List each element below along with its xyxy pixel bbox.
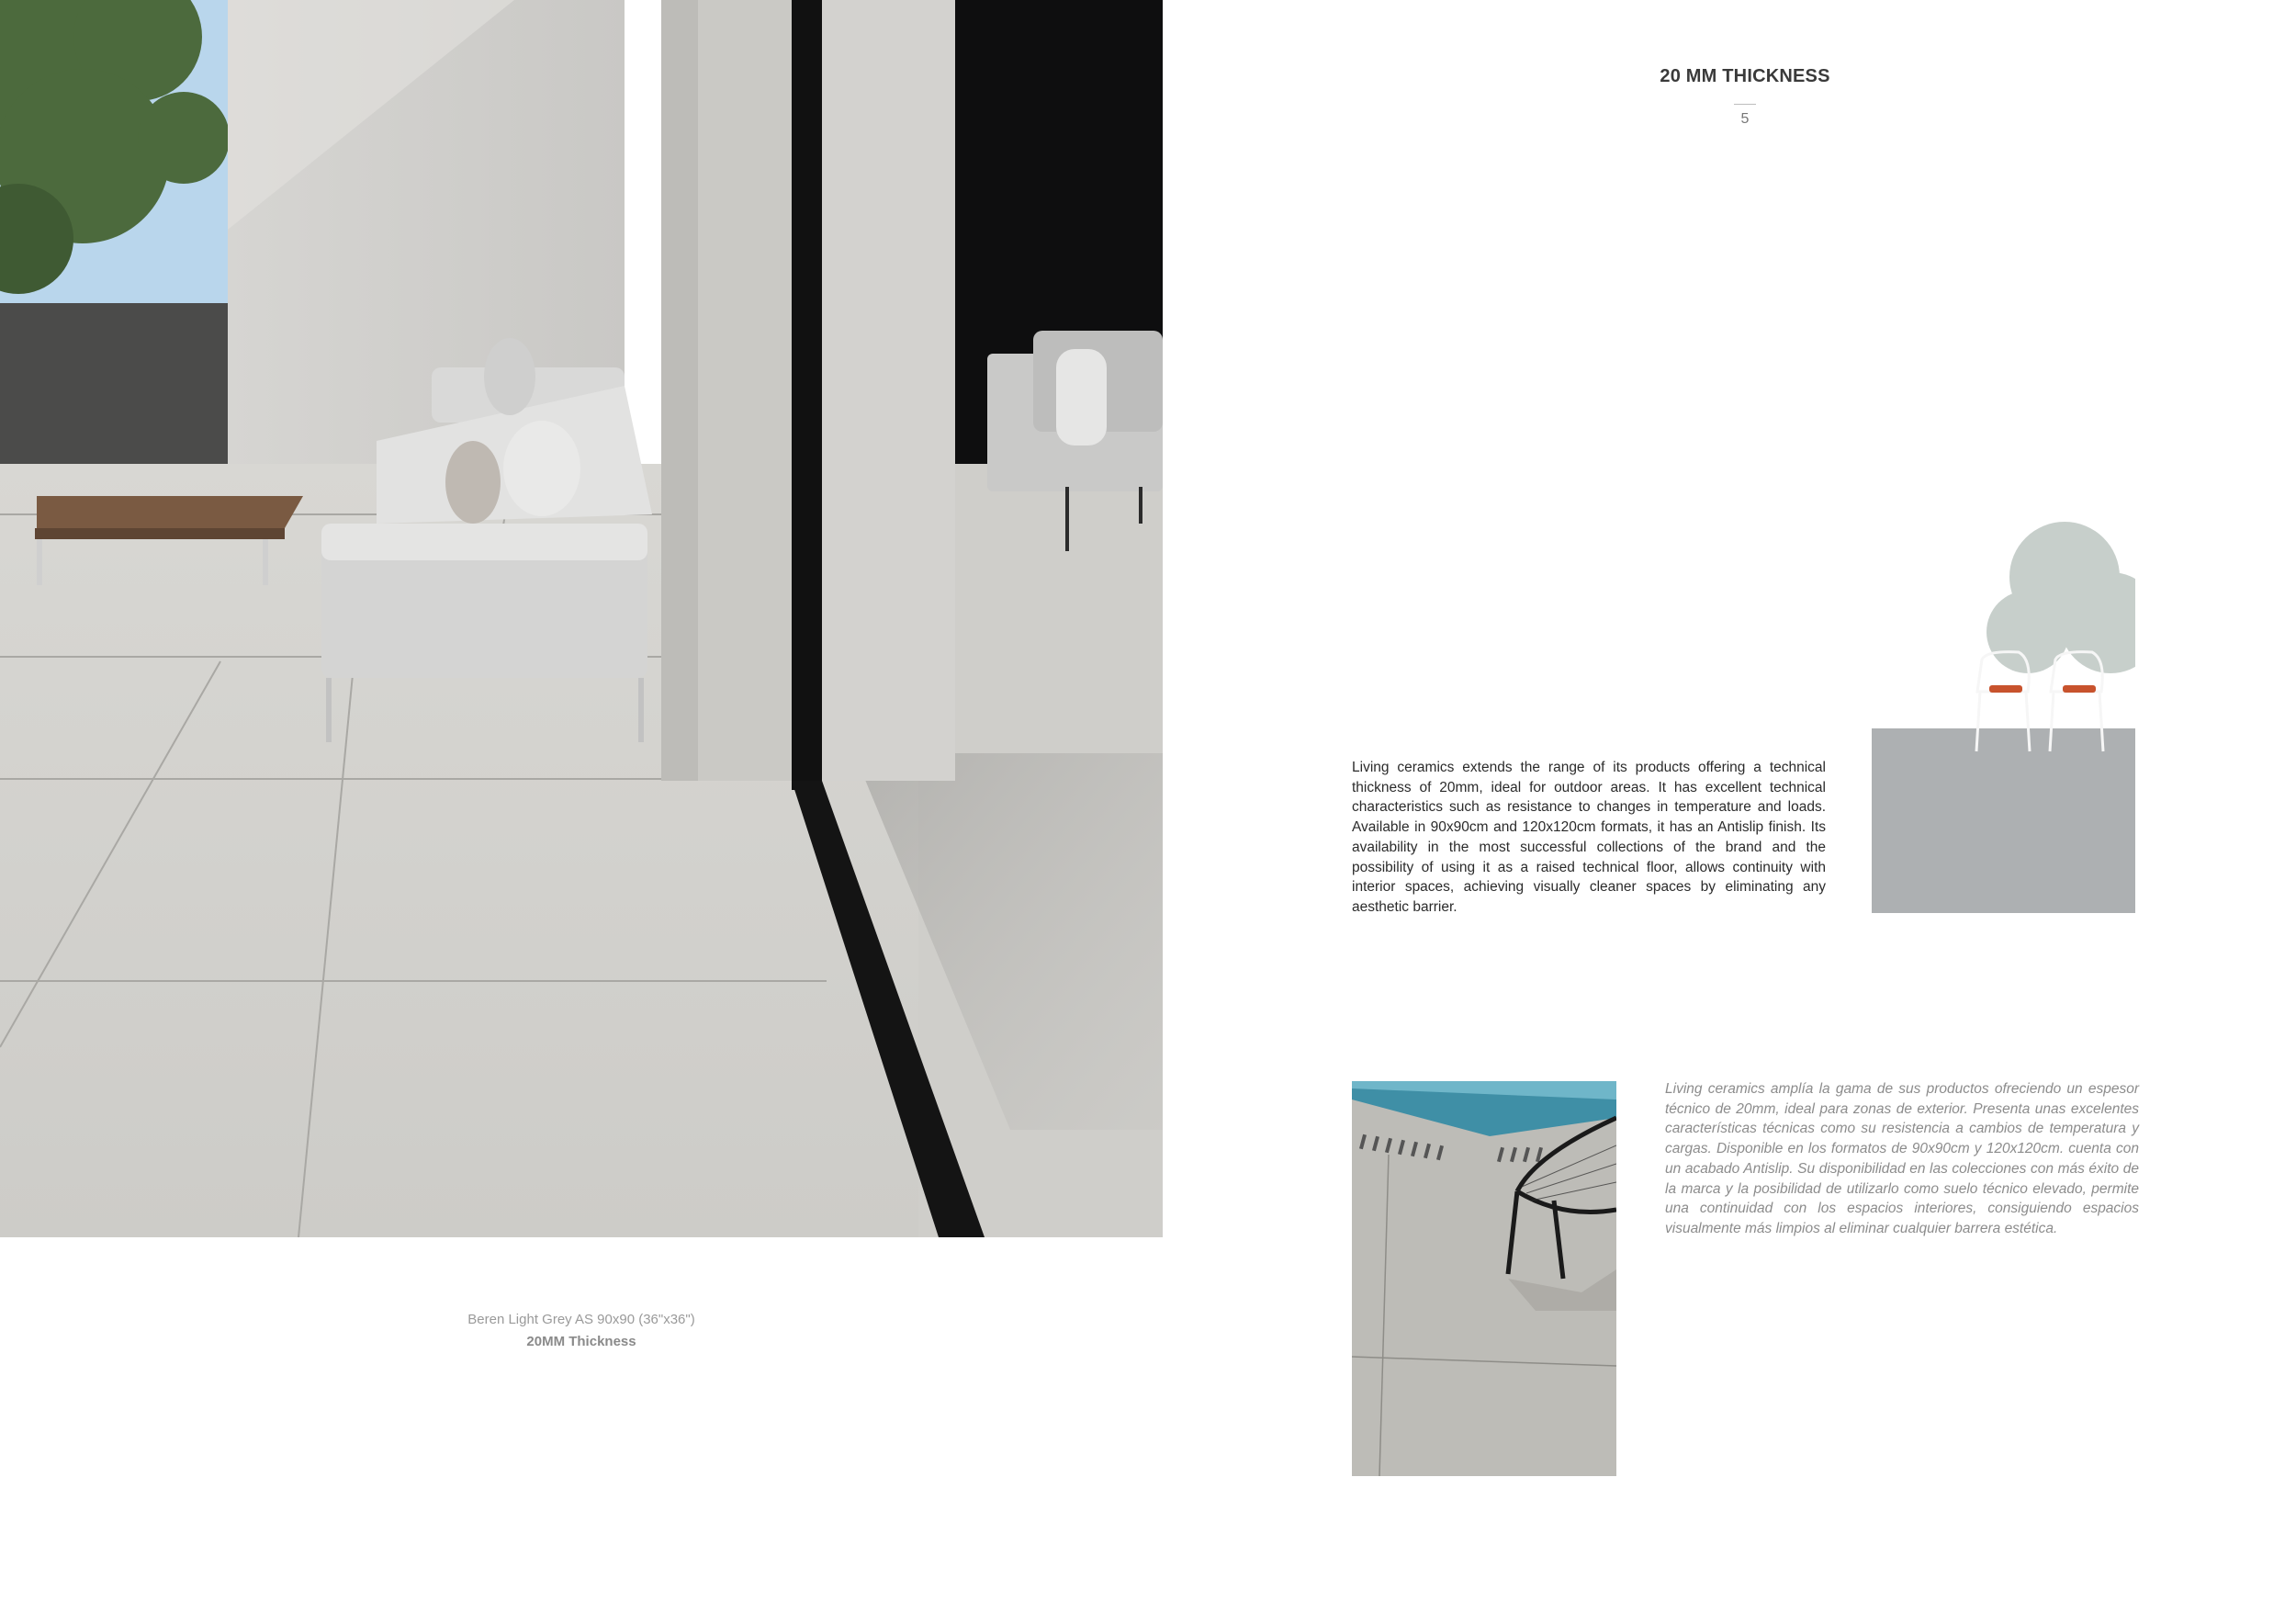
- hero-photo: [0, 0, 1163, 1237]
- slot-line: [792, 0, 822, 790]
- spanish-description: Living ceramics amplía la gama de sus productos ofreciendo un espesor técnico de 20mm, ideal para zonas de exterior. Presenta unas excelentes características técnicas como su resistencia a cambios de temperatura y cargas. Disponible en los formatos de 90x90cm y 120x120cm. cuenta con un acabado Antislip. Su disponibilidad en las colecciones con más éxito de la marca y la posibilidad de utilizarlo como suelo técnico elevado, permite una continuidad con los espacios interiores, consiguiendo espacios visualmente más limpios al eliminar cualquier barrera estética.: [1665, 1081, 2139, 1236]
- parapet: [0, 303, 239, 464]
- title-divider: [1734, 104, 1756, 105]
- section-title: 20 MM THICKNESS: [1660, 66, 1830, 86]
- english-description: Living ceramics extends the range of its products offering a technical thickness of 20mm, ideal for outdoor areas. It has excellent technical characteristics such as resistance to changes in temperature and loads. Available in 90x90cm and 120x120cm formats, it has an Antislip finish. Its availability in the most successful collections of the brand and the possibility of using it as a raised technical floor, allows continuity with interior spaces, achieving visually cleaner spaces by eliminating any aesthetic barrier.: [1352, 760, 1826, 915]
- pool-photo: [1352, 1081, 1616, 1476]
- photo-caption: [352, 1309, 811, 1353]
- caption-product: Beren Light Grey AS 90x90 (36"x36"): [467, 1312, 695, 1327]
- page-number: 5: [1740, 111, 1750, 127]
- caption-thickness: 20MM Thickness: [526, 1334, 636, 1349]
- chairs-photo: [1872, 522, 2135, 913]
